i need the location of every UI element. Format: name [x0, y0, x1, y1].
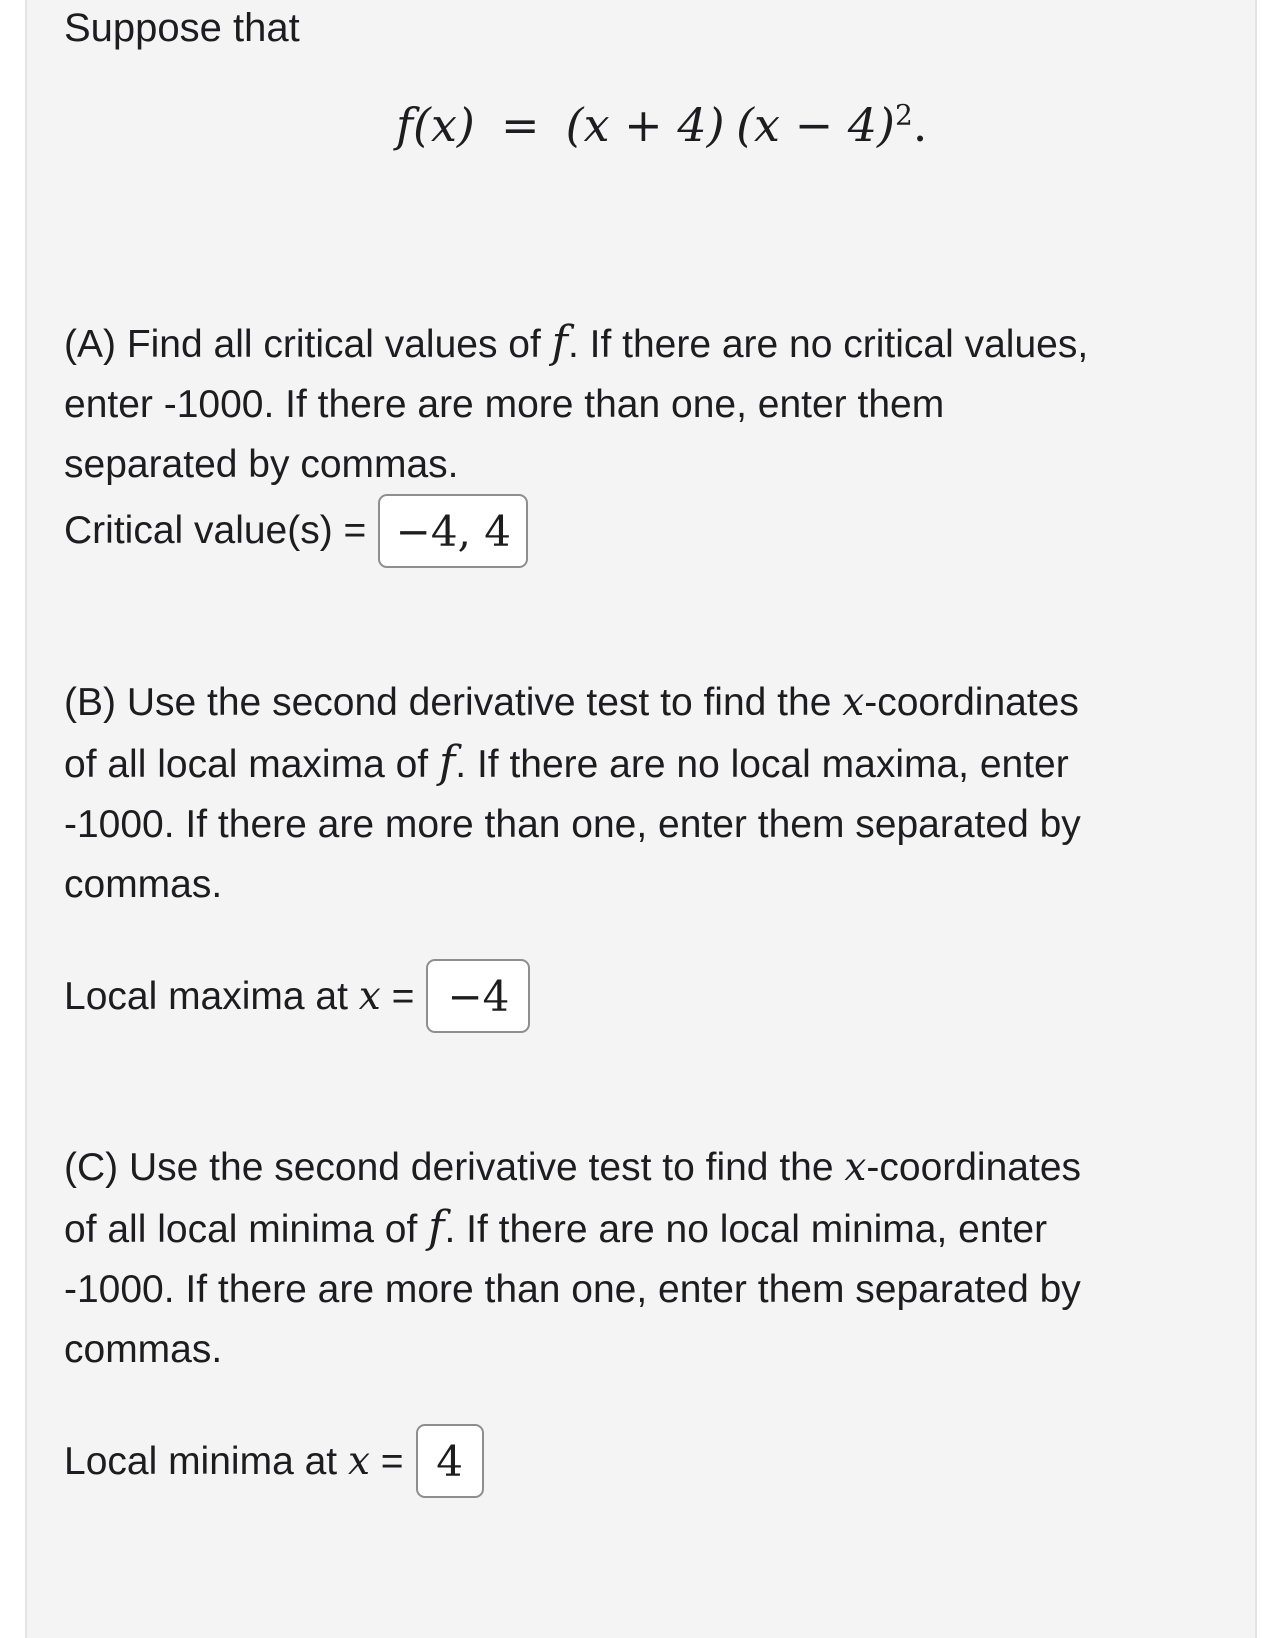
part-b-line-1: (B) Use the second derivative test to find the x-coordinates [64, 680, 1079, 725]
part-c-line-4: commas. [64, 1328, 223, 1371]
formula-equals: = [501, 98, 540, 152]
critical-values-row [64, 494, 528, 568]
func-symbol-f: f [438, 737, 456, 788]
part-c-line-1: (C) Use the second derivative test to find the x-coordinates [64, 1145, 1082, 1190]
part-c-line-3: -1000. If there are more than one, enter them separated by [64, 1268, 1081, 1311]
var-symbol-x: x [844, 1145, 867, 1190]
part-a-line-2: enter -1000. If there are more than one, enter them [64, 383, 945, 426]
var-symbol-x: x [842, 680, 865, 725]
formula-period: . [912, 98, 928, 152]
part-b-line-2: of all local maxima of f. If there are no local maxima, enter [64, 737, 1069, 788]
part-c-prompt [64, 1138, 1224, 1380]
formula-exponent: 2 [894, 98, 913, 132]
func-symbol-f: f [428, 1202, 445, 1253]
func-symbol-f: f [551, 317, 568, 368]
formula-factor-2: (x − 4) [736, 98, 895, 152]
critical-values-input[interactable]: −4, 4 [378, 494, 528, 568]
local-minima-input[interactable]: 4 [416, 1424, 484, 1498]
critical-values-label: Critical value(s) = [64, 509, 367, 552]
part-a-line-3: separated by commas. [64, 443, 459, 486]
formula-lhs: f(x) [396, 98, 475, 152]
local-maxima-input[interactable]: −4 [426, 959, 530, 1033]
local-minima-row [64, 1424, 484, 1498]
part-a-prompt [64, 313, 1224, 495]
local-maxima-label: Local maxima at x = [64, 973, 415, 1019]
part-b-line-3: -1000. If there are more than one, enter them separated by [64, 803, 1081, 846]
formula-factor-1: (x + 4) [565, 98, 725, 152]
intro-text: Suppose that [64, 6, 300, 50]
part-b-prompt [64, 673, 1224, 915]
local-minima-label: Local minima at x = [64, 1438, 404, 1484]
part-c-line-2: of all local minima of f. If there are no local minima, enter [64, 1202, 1048, 1253]
local-maxima-row [64, 959, 530, 1033]
part-b-line-4: commas. [64, 863, 223, 906]
part-a-line-1: (A) Find all critical values of f. If there are no critical values, [64, 317, 1089, 368]
function-formula [396, 98, 927, 152]
